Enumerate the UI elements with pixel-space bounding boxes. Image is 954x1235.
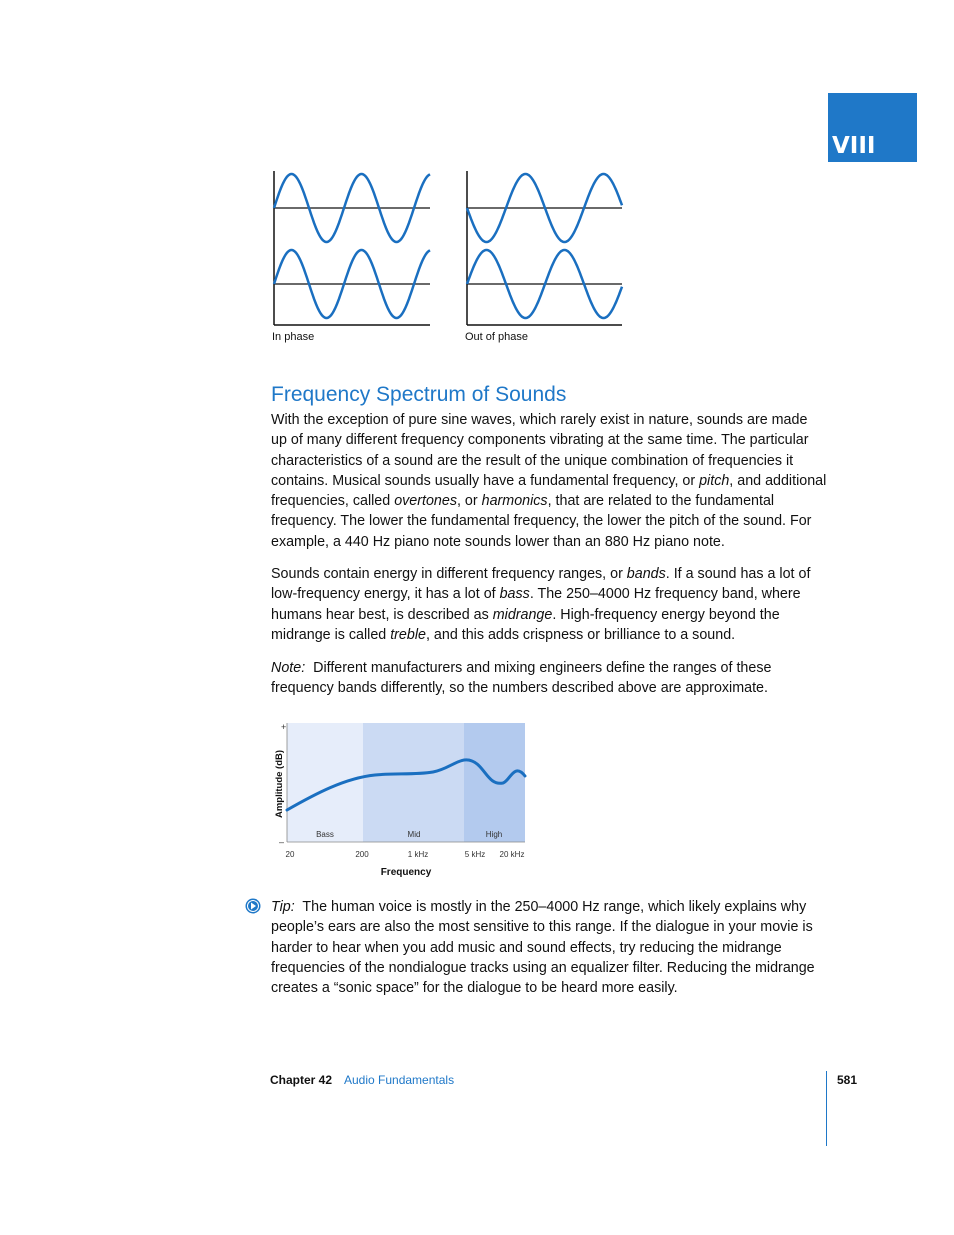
footer-divider	[826, 1071, 827, 1146]
term-midrange: midrange	[492, 606, 553, 623]
band-label-bass: Bass	[316, 830, 334, 839]
paragraph1-text-1: With the exception of pure sine waves, which rarely exist in nature, sounds are made up of many different frequency components vibrating at the same time. The particular characteristics of a sound are the result of the unique combination of frequencies it contains. Musical sounds usually have a fundamental frequency, or	[271, 412, 809, 489]
note-text: Different manufacturers and mixing engineers define the ranges of these frequency bands differently, so the numbers described above are approximate.	[271, 660, 772, 697]
in-phase-diagram	[274, 171, 430, 325]
page-number: 581	[837, 1073, 858, 1087]
band-mid-region	[363, 723, 464, 842]
out-of-phase-diagram	[467, 171, 622, 325]
tip-text: The human voice is mostly in the 250–4000 Hz range, which likely explains why people’s ears are also the most sensitive to this range. If the dialogue in your movie is harder to hear when you add music and sound effects, try reducing the midrange frequencies of the nondialogue tracks using an equalizer filter. Reducing the midrange creates a “sonic space” for the dialogue to be heard more easily.	[271, 899, 815, 997]
paragraph2-text-4: . High-frequency energy beyond the midrange is called	[271, 606, 780, 643]
term-treble: treble	[390, 626, 426, 643]
term-bands: bands	[626, 566, 666, 582]
paragraph1-text-2: , and additional frequencies, called	[271, 472, 827, 510]
paragraph-bands	[271, 564, 827, 645]
paragraph1-text-3: , or	[456, 493, 482, 510]
paragraph-phase-intro	[271, 410, 827, 552]
footer-chapter-title-link[interactable]: Audio Fundamentals	[344, 1073, 455, 1087]
in-phase-caption: In phase	[272, 331, 315, 343]
term-bass: bass	[499, 586, 530, 603]
paragraph2-text-2: . If a sound has a lot of low-frequency energy, it has a lot of	[271, 566, 811, 603]
x-axis-label: Frequency	[380, 867, 432, 878]
tip-paragraph	[271, 897, 827, 998]
x-tick-1khz: 1 kHz	[407, 850, 429, 859]
x-tick-200: 200	[355, 850, 369, 859]
tip-arrow-icon	[244, 897, 262, 915]
paragraph2-text-3: . The 250–4000 Hz frequency band, where humans hear best, is described as	[271, 586, 801, 623]
paragraph2-text-5: , and this adds crispness or brilliance to a sound.	[425, 626, 736, 643]
term-harmonics: harmonics	[481, 493, 548, 510]
x-tick-5khz: 5 kHz	[464, 850, 486, 859]
part-tab	[828, 93, 917, 162]
note-label: Note:	[271, 660, 306, 676]
tip-label: Tip:	[271, 899, 295, 915]
band-label-mid: Mid	[407, 830, 421, 839]
y-axis-minus: –	[279, 837, 285, 847]
out-of-phase-caption: Out of phase	[465, 331, 528, 343]
term-overtones: overtones	[394, 493, 457, 510]
paragraph2-text-1: Sounds contain energy in different frequency ranges, or	[271, 566, 627, 582]
y-axis-label: Amplitude (dB)	[274, 749, 285, 819]
section-heading: Frequency Spectrum of Sounds	[271, 383, 567, 406]
band-label-high: High	[485, 830, 503, 839]
x-tick-20khz: 20 kHz	[499, 850, 525, 859]
y-axis-plus: +	[281, 722, 287, 732]
note-paragraph	[271, 658, 827, 699]
band-bass-region	[287, 723, 363, 842]
phase-figure	[260, 165, 640, 335]
term-pitch: pitch	[699, 472, 730, 489]
paragraph1-text-4: , that are related to the fundamental frequency. The lower the fundamental frequency, the lower the pitch of the sound. For example, a 440 Hz piano note sounds lower than an 880 Hz piano note.	[271, 493, 812, 550]
x-tick-20: 20	[285, 850, 295, 859]
frequency-spectrum-figure	[265, 718, 540, 883]
part-tab-label: VIII	[832, 133, 876, 159]
footer-chapter: Chapter 42	[270, 1073, 333, 1087]
